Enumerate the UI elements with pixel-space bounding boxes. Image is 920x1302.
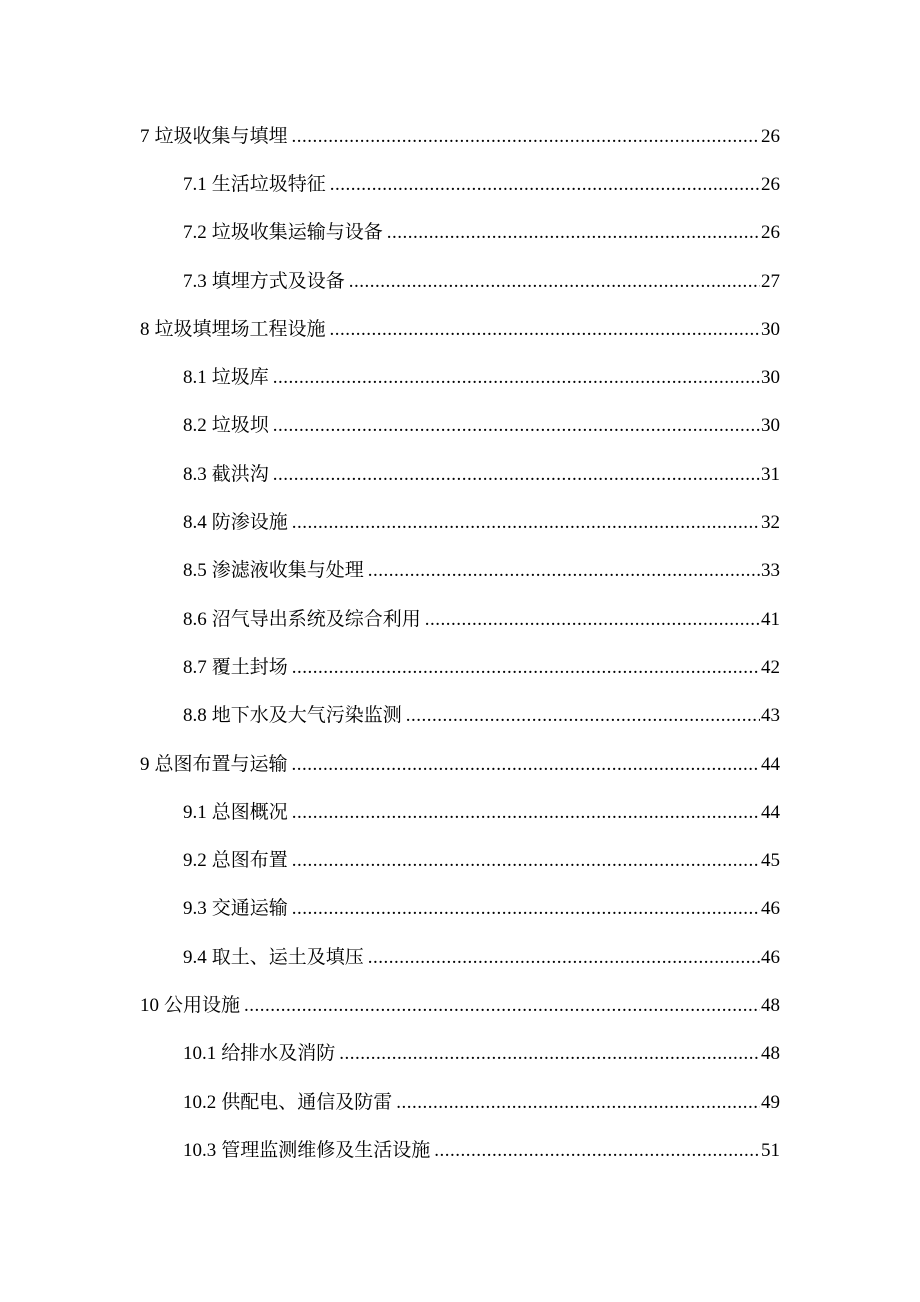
toc-dot-leader xyxy=(425,610,760,629)
toc-page-number: 27 xyxy=(761,270,780,292)
toc-entry-content xyxy=(140,996,780,1015)
toc-entry-content xyxy=(183,803,780,822)
toc-entry-content xyxy=(183,851,780,870)
toc-entry-title: 截洪沟 xyxy=(211,463,269,485)
toc-page-number: 26 xyxy=(761,173,780,195)
toc-dot-leader xyxy=(434,1141,760,1160)
toc-page-number: 44 xyxy=(761,753,780,775)
toc-entry-number: 8.3 xyxy=(183,463,207,485)
toc-section-entry[interactable] xyxy=(0,353,920,401)
toc-page-number: 51 xyxy=(761,1139,780,1161)
toc-dot-leader xyxy=(273,465,760,484)
toc-entry-number: 9.4 xyxy=(183,946,207,968)
toc-entry-content xyxy=(183,706,780,725)
toc-entry-content xyxy=(183,1044,780,1063)
toc-dot-leader xyxy=(292,658,760,677)
toc-entry-number: 10.3 xyxy=(183,1139,217,1161)
toc-dot-leader xyxy=(273,416,760,435)
toc-section-entry[interactable] xyxy=(0,643,920,691)
toc-entry-title: 防渗设施 xyxy=(211,512,288,534)
toc-section-entry[interactable] xyxy=(0,933,920,981)
toc-entry-content xyxy=(183,223,780,242)
toc-entry-number: 10.2 xyxy=(183,1091,217,1113)
toc-section-entry[interactable] xyxy=(0,402,920,450)
toc-entry-number: 10.1 xyxy=(183,1043,217,1065)
toc-entry-title: 填埋方式及设备 xyxy=(211,270,345,292)
toc-entry-number: 9 xyxy=(140,753,150,775)
toc-dot-leader xyxy=(244,996,760,1015)
toc-entry-content xyxy=(183,610,780,629)
toc-entry-number: 10 xyxy=(140,994,159,1016)
toc-section-entry[interactable] xyxy=(0,1078,920,1126)
toc-entry-title: 垃圾收集与填埋 xyxy=(154,125,288,147)
toc-chapter-entry[interactable] xyxy=(0,740,920,788)
toc-page-number: 42 xyxy=(761,656,780,678)
toc-dot-leader xyxy=(292,755,760,774)
toc-entry-title: 总图概况 xyxy=(211,801,288,823)
toc-dot-leader xyxy=(292,513,760,532)
toc-entry-number: 8.2 xyxy=(183,415,207,437)
toc-page-number: 31 xyxy=(761,463,780,485)
toc-entry-number: 9.2 xyxy=(183,850,207,872)
toc-entry-title: 生活垃圾特征 xyxy=(211,173,326,195)
toc-section-entry[interactable] xyxy=(0,498,920,546)
toc-dot-leader xyxy=(368,561,760,580)
toc-entry-content xyxy=(140,320,780,339)
toc-dot-leader xyxy=(406,706,760,725)
toc-page-number: 41 xyxy=(761,608,780,630)
toc-section-entry[interactable] xyxy=(0,160,920,208)
toc-entry-number: 9.1 xyxy=(183,801,207,823)
toc-entry-title: 沼气导出系统及综合利用 xyxy=(211,608,421,630)
toc-entry-number: 8.8 xyxy=(183,705,207,727)
toc-entry-content xyxy=(183,272,780,291)
toc-entry-number: 8.4 xyxy=(183,512,207,534)
toc-entry-title: 垃圾填埋场工程设施 xyxy=(154,318,326,340)
toc-section-entry[interactable] xyxy=(0,692,920,740)
toc-entry-content xyxy=(183,658,780,677)
toc-entry-content xyxy=(183,513,780,532)
toc-entry-number: 7.1 xyxy=(183,173,207,195)
toc-entry-title: 给排水及消防 xyxy=(221,1043,336,1065)
toc-entry-content xyxy=(183,1093,780,1112)
toc-page-number: 46 xyxy=(761,898,780,920)
toc-entry-title: 垃圾收集运输与设备 xyxy=(211,222,383,244)
toc-chapter-entry[interactable] xyxy=(0,112,920,160)
toc-entry-content xyxy=(140,755,780,774)
toc-chapter-entry[interactable] xyxy=(0,305,920,353)
toc-entry-number: 8.7 xyxy=(183,656,207,678)
toc-section-entry[interactable] xyxy=(0,1126,920,1174)
toc-entry-title: 地下水及大气污染监测 xyxy=(211,705,402,727)
toc-dot-leader xyxy=(292,851,760,870)
toc-entry-content xyxy=(183,948,780,967)
toc-entry-title: 覆土封场 xyxy=(211,656,288,678)
toc-page-number: 30 xyxy=(761,318,780,340)
toc-page-number: 49 xyxy=(761,1091,780,1113)
toc-entry-title: 供配电、通信及防雷 xyxy=(221,1091,393,1113)
toc-section-entry[interactable] xyxy=(0,885,920,933)
toc-dot-leader xyxy=(330,175,760,194)
toc-dot-leader xyxy=(349,272,760,291)
toc-section-entry[interactable] xyxy=(0,450,920,498)
toc-page-number: 26 xyxy=(761,222,780,244)
toc-page-number: 43 xyxy=(761,705,780,727)
toc-page-number: 48 xyxy=(761,1043,780,1065)
toc-dot-leader xyxy=(273,368,760,387)
toc-entry-title: 总图布置与运输 xyxy=(154,753,288,775)
toc-dot-leader xyxy=(368,948,760,967)
toc-entry-number: 9.3 xyxy=(183,898,207,920)
toc-section-entry[interactable] xyxy=(0,595,920,643)
toc-entry-title: 渗滤液收集与处理 xyxy=(211,560,364,582)
toc-entry-title: 垃圾库 xyxy=(211,367,269,389)
toc-section-entry[interactable] xyxy=(0,1030,920,1078)
toc-page-number: 48 xyxy=(761,994,780,1016)
toc-entry-number: 8.1 xyxy=(183,367,207,389)
toc-entry-content xyxy=(183,416,780,435)
toc-dot-leader xyxy=(396,1093,760,1112)
toc-dot-leader xyxy=(292,899,760,918)
toc-entry-content xyxy=(183,1141,780,1160)
toc-entry-title: 垃圾坝 xyxy=(211,415,269,437)
toc-chapter-entry[interactable] xyxy=(0,981,920,1029)
toc-page-number: 45 xyxy=(761,850,780,872)
toc-entry-content xyxy=(183,175,780,194)
toc-page-number: 44 xyxy=(761,801,780,823)
toc-page-number: 46 xyxy=(761,946,780,968)
toc-entry-number: 7.2 xyxy=(183,222,207,244)
toc-entry-title: 总图布置 xyxy=(211,850,288,872)
table-of-contents xyxy=(0,112,920,1175)
toc-section-entry[interactable] xyxy=(0,257,920,305)
toc-dot-leader xyxy=(339,1044,760,1063)
toc-entry-content xyxy=(140,127,780,146)
toc-entry-number: 8 xyxy=(140,318,150,340)
toc-entry-title: 公用设施 xyxy=(164,994,241,1016)
toc-entry-content xyxy=(183,368,780,387)
toc-section-entry[interactable] xyxy=(0,836,920,884)
toc-dot-leader xyxy=(330,320,760,339)
toc-dot-leader xyxy=(387,223,760,242)
toc-entry-title: 取土、运土及填压 xyxy=(211,946,364,968)
toc-entry-number: 8.5 xyxy=(183,560,207,582)
toc-entry-content xyxy=(183,899,780,918)
toc-entry-number: 7.3 xyxy=(183,270,207,292)
toc-section-entry[interactable] xyxy=(0,788,920,836)
toc-entry-number: 8.6 xyxy=(183,608,207,630)
toc-page-number: 30 xyxy=(761,415,780,437)
toc-entry-title: 交通运输 xyxy=(211,898,288,920)
toc-entry-number: 7 xyxy=(140,125,150,147)
toc-section-entry[interactable] xyxy=(0,209,920,257)
toc-page-number: 32 xyxy=(761,512,780,534)
toc-page-number: 26 xyxy=(761,125,780,147)
toc-dot-leader xyxy=(292,803,760,822)
toc-page-number: 33 xyxy=(761,560,780,582)
toc-dot-leader xyxy=(292,127,760,146)
toc-entry-title: 管理监测维修及生活设施 xyxy=(221,1139,431,1161)
toc-entry-content xyxy=(183,465,780,484)
toc-entry-content xyxy=(183,561,780,580)
toc-page-number: 30 xyxy=(761,367,780,389)
toc-section-entry[interactable] xyxy=(0,547,920,595)
